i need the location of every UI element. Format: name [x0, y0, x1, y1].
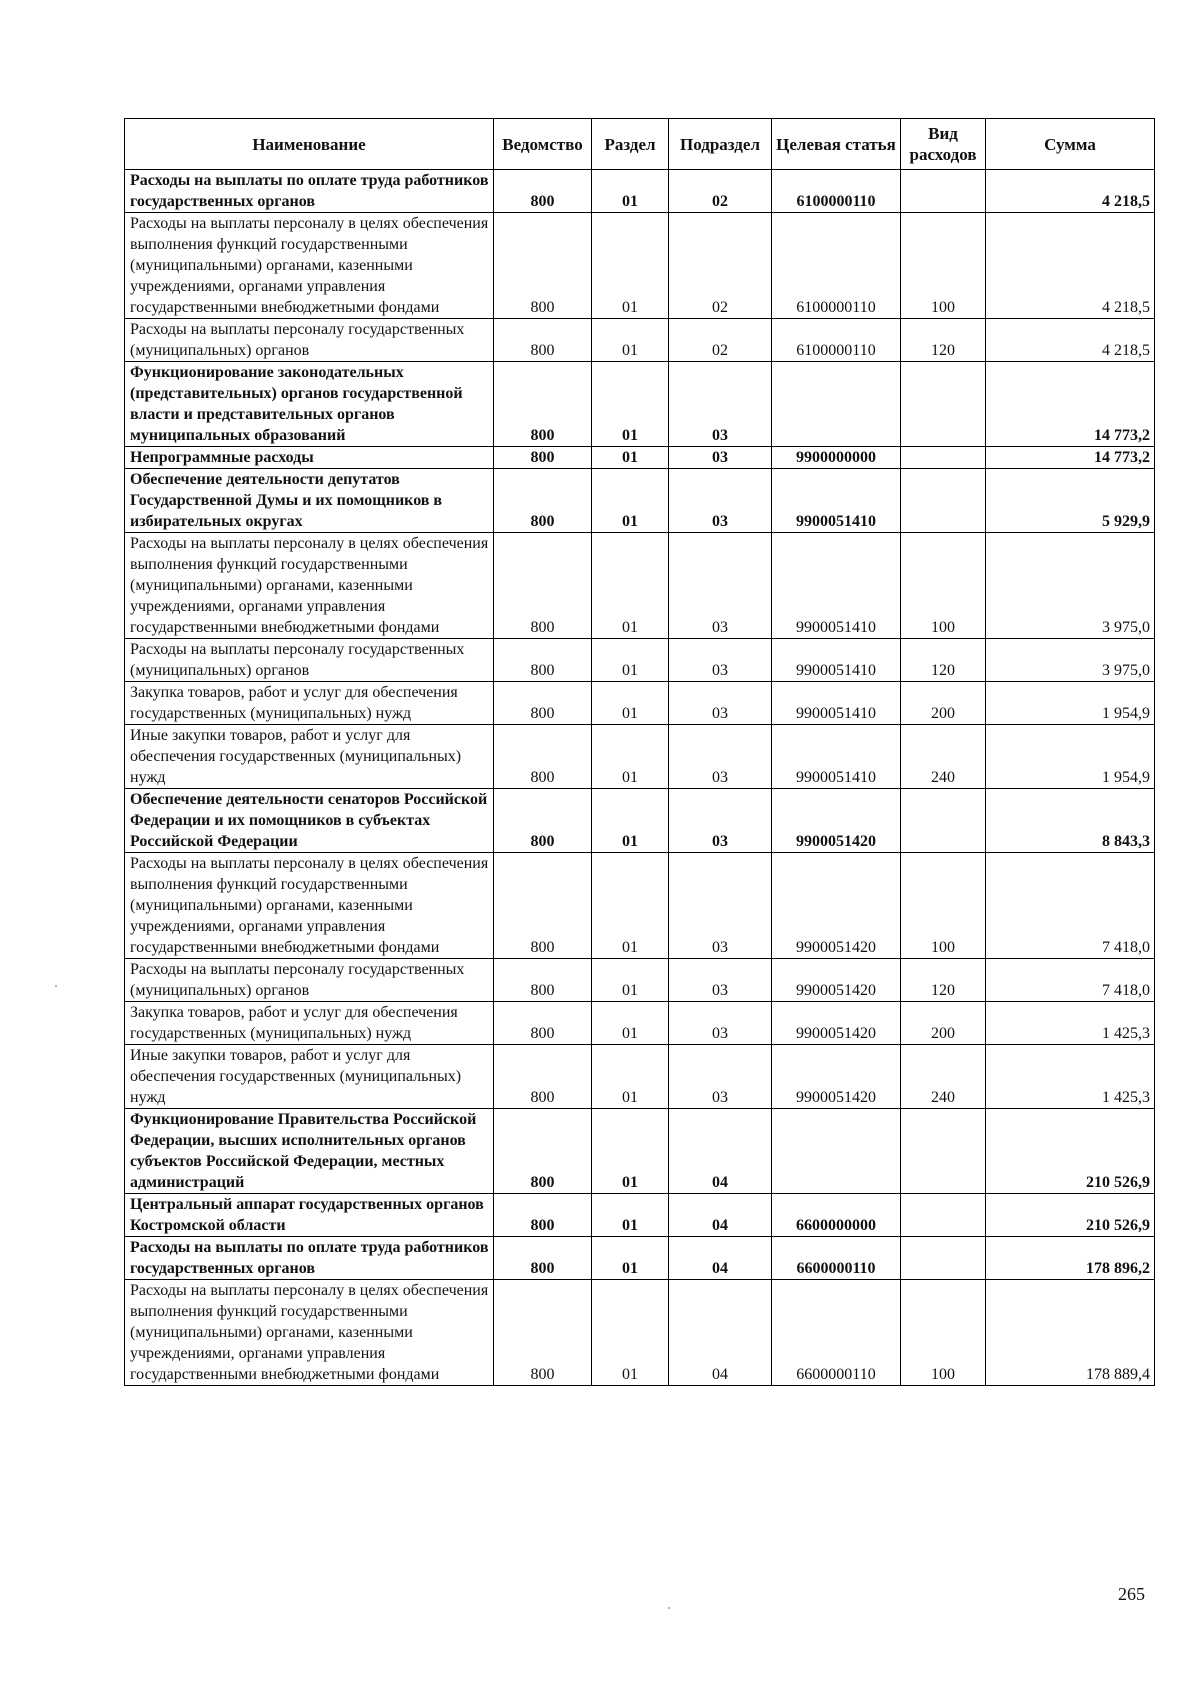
cell-subsection: 04	[669, 1194, 772, 1237]
cell-section: 01	[592, 853, 669, 959]
cell-section: 01	[592, 1045, 669, 1109]
table-row	[125, 533, 1155, 639]
cell-dept: 800	[494, 725, 592, 789]
cell-target: 6600000110	[772, 1237, 901, 1280]
cell-section: 01	[592, 682, 669, 725]
cell-target: 9900051420	[772, 959, 901, 1002]
cell-section: 01	[592, 725, 669, 789]
cell-type	[901, 170, 986, 213]
header-subsection: Подраздел	[669, 119, 772, 170]
cell-section: 01	[592, 639, 669, 682]
cell-sum: 4 218,5	[986, 319, 1155, 362]
cell-dept: 800	[494, 319, 592, 362]
cell-subsection: 03	[669, 959, 772, 1002]
cell-section: 01	[592, 1280, 669, 1386]
cell-section: 01	[592, 319, 669, 362]
table-row	[125, 1280, 1155, 1386]
table-row	[125, 1194, 1155, 1237]
cell-sum: 4 218,5	[986, 170, 1155, 213]
cell-section: 01	[592, 533, 669, 639]
table-row	[125, 682, 1155, 725]
cell-sum: 1 425,3	[986, 1045, 1155, 1109]
cell-sum: 1 954,9	[986, 725, 1155, 789]
cell-section: 01	[592, 1109, 669, 1194]
cell-sum: 4 218,5	[986, 213, 1155, 319]
cell-dept: 800	[494, 362, 592, 447]
cell-target: 9900051420	[772, 1045, 901, 1109]
cell-subsection: 03	[669, 853, 772, 959]
cell-section: 01	[592, 1194, 669, 1237]
cell-sum: 1 954,9	[986, 682, 1155, 725]
cell-subsection: 03	[669, 1002, 772, 1045]
header-section: Раздел	[592, 119, 669, 170]
table-row	[125, 1002, 1155, 1045]
cell-sum: 14 773,2	[986, 447, 1155, 469]
cell-name: Обеспечение деятельности сенаторов Российской Федерации и их помощников в субъектах Российской Федерации	[125, 789, 494, 853]
cell-dept: 800	[494, 1109, 592, 1194]
table-row	[125, 639, 1155, 682]
cell-dept: 800	[494, 959, 592, 1002]
table-body	[125, 170, 1155, 1386]
cell-name: Функционирование законодательных (представительных) органов государственной власти и представительных органов муниципальных образований	[125, 362, 494, 447]
cell-type: 100	[901, 853, 986, 959]
cell-target: 9900000000	[772, 447, 901, 469]
cell-target: 9900051410	[772, 469, 901, 533]
cell-type: 240	[901, 1045, 986, 1109]
cell-subsection: 03	[669, 1045, 772, 1109]
cell-dept: 800	[494, 1045, 592, 1109]
page-number: 265	[1118, 1584, 1145, 1604]
cell-dept: 800	[494, 639, 592, 682]
table-row	[125, 1109, 1155, 1194]
table-row	[125, 725, 1155, 789]
cell-sum: 178 889,4	[986, 1280, 1155, 1386]
header-sum: Сумма	[986, 119, 1155, 170]
cell-section: 01	[592, 959, 669, 1002]
cell-subsection: 03	[669, 469, 772, 533]
cell-target	[772, 1109, 901, 1194]
cell-type	[901, 1237, 986, 1280]
cell-subsection: 03	[669, 725, 772, 789]
cell-name: Расходы на выплаты персоналу в целях обеспечения выполнения функций государственными (муниципальными) органами, казенными учреждениями, органами управления государственными внебюджетными фондами	[125, 533, 494, 639]
cell-dept: 800	[494, 1280, 592, 1386]
cell-subsection: 02	[669, 319, 772, 362]
cell-target: 9900051410	[772, 725, 901, 789]
cell-type	[901, 447, 986, 469]
scan-speck	[55, 985, 57, 987]
cell-section: 01	[592, 469, 669, 533]
cell-type: 120	[901, 959, 986, 1002]
table-row	[125, 362, 1155, 447]
table-row	[125, 959, 1155, 1002]
cell-type: 100	[901, 213, 986, 319]
cell-type: 240	[901, 725, 986, 789]
cell-name: Расходы на выплаты персоналу в целях обеспечения выполнения функций государственными (муниципальными) органами, казенными учреждениями, органами управления государственными внебюджетными фондами	[125, 853, 494, 959]
cell-subsection: 02	[669, 213, 772, 319]
cell-name: Расходы на выплаты персоналу в целях обеспечения выполнения функций государственными (муниципальными) органами, казенными учреждениями, органами управления государственными внебюджетными фондами	[125, 1280, 494, 1386]
cell-section: 01	[592, 447, 669, 469]
header-dept: Ведомство	[494, 119, 592, 170]
cell-subsection: 04	[669, 1109, 772, 1194]
cell-type: 200	[901, 682, 986, 725]
scan-speck	[668, 1607, 670, 1609]
cell-subsection: 02	[669, 170, 772, 213]
cell-name: Расходы на выплаты персоналу в целях обеспечения выполнения функций государственными (муниципальными) органами, казенными учреждениями, органами управления государственными внебюджетными фондами	[125, 213, 494, 319]
cell-dept: 800	[494, 469, 592, 533]
table-row	[125, 1237, 1155, 1280]
cell-dept: 800	[494, 682, 592, 725]
cell-name: Расходы на выплаты по оплате труда работников государственных органов	[125, 1237, 494, 1280]
cell-sum: 210 526,9	[986, 1109, 1155, 1194]
cell-target: 9900051410	[772, 533, 901, 639]
cell-dept: 800	[494, 213, 592, 319]
cell-target: 9900051420	[772, 789, 901, 853]
header-type: Вид расходов	[901, 119, 986, 170]
table-row	[125, 853, 1155, 959]
cell-subsection: 03	[669, 447, 772, 469]
cell-name: Закупка товаров, работ и услуг для обеспечения государственных (муниципальных) нужд	[125, 682, 494, 725]
cell-dept: 800	[494, 1237, 592, 1280]
cell-name: Расходы на выплаты по оплате труда работников государственных органов	[125, 170, 494, 213]
cell-name: Центральный аппарат государственных органов Костромской области	[125, 1194, 494, 1237]
header-target: Целевая статья	[772, 119, 901, 170]
cell-subsection: 04	[669, 1237, 772, 1280]
cell-target: 6600000000	[772, 1194, 901, 1237]
cell-sum: 14 773,2	[986, 362, 1155, 447]
cell-sum: 5 929,9	[986, 469, 1155, 533]
cell-subsection: 03	[669, 533, 772, 639]
cell-subsection: 04	[669, 1280, 772, 1386]
table-row	[125, 1045, 1155, 1109]
cell-target: 9900051410	[772, 639, 901, 682]
cell-section: 01	[592, 1002, 669, 1045]
cell-sum: 178 896,2	[986, 1237, 1155, 1280]
cell-dept: 800	[494, 1002, 592, 1045]
cell-name: Обеспечение деятельности депутатов Государственной Думы и их помощников в избирательных округах	[125, 469, 494, 533]
cell-subsection: 03	[669, 362, 772, 447]
cell-type	[901, 362, 986, 447]
cell-section: 01	[592, 362, 669, 447]
cell-type	[901, 469, 986, 533]
cell-dept: 800	[494, 447, 592, 469]
cell-type	[901, 1194, 986, 1237]
cell-name: Расходы на выплаты персоналу государственных (муниципальных) органов	[125, 639, 494, 682]
cell-target: 9900051420	[772, 853, 901, 959]
cell-type: 100	[901, 533, 986, 639]
table-row	[125, 213, 1155, 319]
cell-name: Закупка товаров, работ и услуг для обеспечения государственных (муниципальных) нужд	[125, 1002, 494, 1045]
cell-type: 120	[901, 319, 986, 362]
cell-name: Расходы на выплаты персоналу государственных (муниципальных) органов	[125, 959, 494, 1002]
cell-target: 6600000110	[772, 1280, 901, 1386]
cell-dept: 800	[494, 853, 592, 959]
cell-type: 120	[901, 639, 986, 682]
cell-name: Иные закупки товаров, работ и услуг для обеспечения государственных (муниципальных) нужд	[125, 725, 494, 789]
cell-target: 9900051420	[772, 1002, 901, 1045]
cell-section: 01	[592, 170, 669, 213]
header-name: Наименование	[125, 119, 494, 170]
cell-sum: 3 975,0	[986, 639, 1155, 682]
cell-section: 01	[592, 213, 669, 319]
table-row	[125, 319, 1155, 362]
cell-dept: 800	[494, 1194, 592, 1237]
table-row	[125, 469, 1155, 533]
cell-sum: 7 418,0	[986, 853, 1155, 959]
cell-dept: 800	[494, 533, 592, 639]
cell-subsection: 03	[669, 789, 772, 853]
table-row	[125, 170, 1155, 213]
cell-type: 200	[901, 1002, 986, 1045]
cell-target: 6100000110	[772, 213, 901, 319]
cell-name: Расходы на выплаты персоналу государственных (муниципальных) органов	[125, 319, 494, 362]
cell-target: 9900051410	[772, 682, 901, 725]
cell-target	[772, 362, 901, 447]
cell-subsection: 03	[669, 682, 772, 725]
budget-table	[124, 118, 1155, 1386]
table-row	[125, 789, 1155, 853]
cell-sum: 7 418,0	[986, 959, 1155, 1002]
cell-target: 6100000110	[772, 170, 901, 213]
cell-type	[901, 789, 986, 853]
cell-type: 100	[901, 1280, 986, 1386]
table-row	[125, 447, 1155, 469]
cell-section: 01	[592, 1237, 669, 1280]
cell-dept: 800	[494, 170, 592, 213]
table-header-row	[125, 119, 1155, 170]
cell-type	[901, 1109, 986, 1194]
cell-name: Функционирование Правительства Российской Федерации, высших исполнительных органов субъектов Российской Федерации, местных администраций	[125, 1109, 494, 1194]
cell-sum: 210 526,9	[986, 1194, 1155, 1237]
cell-target: 6100000110	[772, 319, 901, 362]
cell-name: Иные закупки товаров, работ и услуг для обеспечения государственных (муниципальных) нужд	[125, 1045, 494, 1109]
cell-sum: 3 975,0	[986, 533, 1155, 639]
cell-dept: 800	[494, 789, 592, 853]
cell-sum: 1 425,3	[986, 1002, 1155, 1045]
cell-subsection: 03	[669, 639, 772, 682]
cell-sum: 8 843,3	[986, 789, 1155, 853]
cell-name: Непрограммные расходы	[125, 447, 494, 469]
cell-section: 01	[592, 789, 669, 853]
